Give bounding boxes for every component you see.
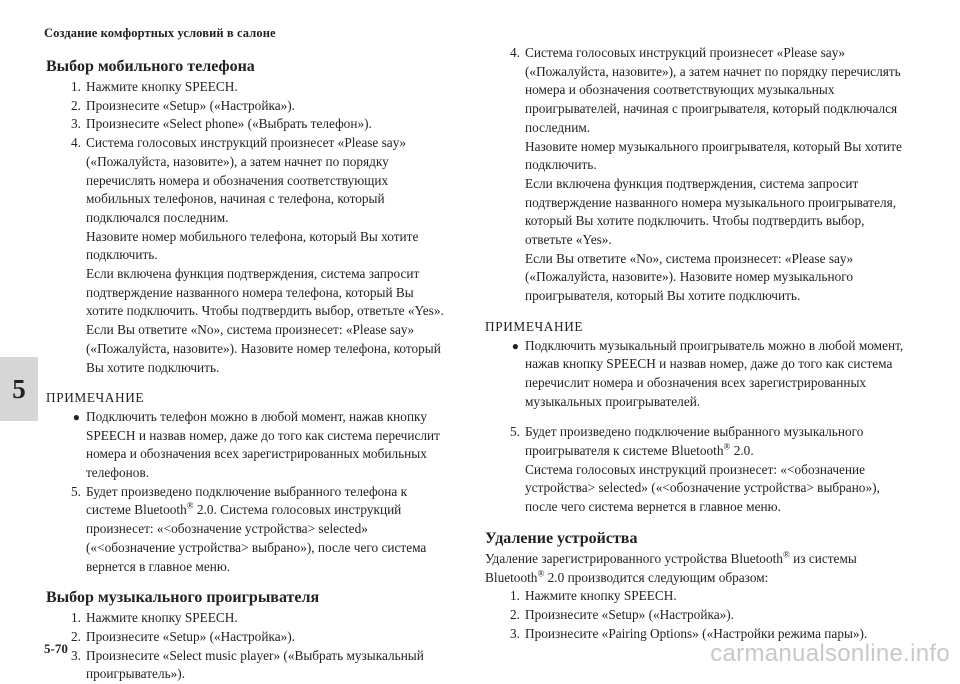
step-text: Произнесите «Pairing Options» («Настройки режима пары»).	[525, 625, 868, 641]
step-number: 1.	[510, 588, 520, 604]
bullet-icon: ●	[72, 409, 80, 424]
step-number: 3.	[71, 116, 81, 132]
step-text-extra: Если Вы ответите «No», система произнесет: «Please say» («Пожалуйста, назовите»). Назовите номер музыкального проигрывателя, который Вы хотите подключить.	[525, 250, 854, 304]
note-item	[46, 408, 452, 483]
note-text: Подключить телефон можно в любой момент, нажав кнопку SPEECH и назвав номер, даже до того как система перечислит номера и обозначения всех зарегистрированных мобильных телефонов.	[86, 408, 440, 481]
note-text: Подключить музыкальный проигрыватель можно в любой момент, нажав кнопку SPEECH и назвав номер, даже до того как система перечислит номера и обозначения всех зарегистрированных музыкальных проигрывателей.	[525, 337, 904, 409]
left-column	[46, 57, 452, 684]
step-text: Произнесите «Select music player» («Выбрать музыкальный проигрыватель»).	[86, 647, 424, 682]
step-number: 4.	[510, 45, 520, 60]
phone-step-2	[46, 97, 452, 116]
step-text: Произнесите «Setup» («Настройка»).	[86, 97, 296, 113]
page-header-title: Создание комфортных условий в салоне	[44, 26, 276, 40]
delete-step-2	[485, 606, 910, 625]
music-step-5	[485, 423, 910, 517]
step-text-extra: Система голосовых инструкций произнесет: «<обозначение устройства> selected» («<обозначение устройства> выбрано»), после чего система вернется в главное меню.	[525, 461, 880, 515]
watermark-text: carmanualsonline.info	[710, 640, 950, 667]
step-text: Система голосовых инструкций произнесет «Please say» («Пожалуйста, назовите»), а затем начнет по порядку перечислять номера и обозначения соответствующих мобильных телефонов, начиная с телефона, который подключался последним.	[86, 135, 407, 225]
step-body	[525, 44, 910, 306]
step-text: Нажмите кнопку SPEECH.	[525, 588, 677, 604]
step-text-part: Будет произведено подключение выбранного музыкального проигрывателя к системе Bluetooth	[525, 424, 864, 459]
delete-intro	[485, 550, 910, 587]
right-column	[485, 44, 910, 643]
delete-step-1	[485, 587, 910, 606]
registered-mark: ®	[186, 501, 194, 512]
step-number: 2.	[510, 606, 520, 622]
phone-step-5	[46, 483, 452, 577]
note-label: ПРИМЕЧАНИЕ	[485, 318, 584, 334]
registered-mark: ®	[782, 549, 790, 560]
step-text-extra: Если Вы ответите «No», система произнесет: «Please say» («Пожалуйста, назовите»). Назовите номер телефона, который Вы хотите подключить.	[86, 322, 441, 375]
step-number: 1.	[71, 79, 81, 94]
section-heading-delete: Удаление устройства	[485, 529, 638, 547]
step-text-part: Будет произведено подключение выбранного телефона к системе Bluetooth	[86, 483, 408, 518]
step-text-extra: Если включена функция подтверждения, система запросит подтверждение названного номера музыкального проигрывателя, который Вы хотите подключить. Чтобы подтвердить выбор, ответьте «Yes».	[525, 175, 897, 248]
step-number: 3.	[71, 647, 81, 663]
step-number: 5.	[510, 424, 520, 440]
step-number: 5.	[71, 483, 81, 499]
note-item	[485, 337, 910, 412]
step-text: Система голосовых инструкций произнесет «Please say» («Пожалуйста, назовите»), а затем начнет по порядку перечислять номера и обозначения соответствующих музыкальных проигрывателей, начиная с проигрывателя, который подключался последним.	[525, 45, 901, 135]
step-body	[525, 423, 910, 517]
registered-mark: ®	[537, 568, 545, 579]
phone-step-1	[46, 78, 452, 97]
step-number: 4.	[71, 135, 81, 151]
registered-mark: ®	[723, 441, 731, 452]
step-text-part: 2.0.	[730, 443, 754, 459]
step-text: Произнесите «Select phone» («Выбрать телефон»).	[86, 116, 372, 132]
step-text	[86, 483, 452, 577]
music-step-4	[485, 44, 910, 306]
step-number: 3.	[510, 625, 520, 641]
page-number: 5-70	[44, 641, 68, 656]
intro-text-part: Удаление зарегистрированного устройства Bluetooth	[485, 550, 783, 566]
note-label: ПРИМЕЧАНИЕ	[46, 390, 145, 406]
intro-text-part: из системы Bluetooth	[485, 550, 857, 585]
step-number: 2.	[71, 97, 81, 113]
music-step-3	[46, 647, 452, 684]
intro-text-part: 2.0 производится следующим образом:	[544, 569, 769, 585]
step-text	[525, 423, 910, 460]
section-heading-phone: Выбор мобильного телефона	[46, 58, 255, 75]
phone-step-3	[46, 115, 452, 134]
step-number: 1.	[71, 610, 81, 626]
music-step-1	[46, 609, 452, 628]
step-text: Нажмите кнопку SPEECH.	[86, 79, 238, 94]
step-text-extra: Назовите номер мобильного телефона, который Вы хотите подключить.	[86, 228, 419, 263]
bullet-icon: ●	[511, 338, 519, 353]
step-text-extra: Если включена функция подтверждения, система запросит подтверждение названного номера телефона, который Вы хотите подключить. Чтобы подтвердить выбор, ответьте «Yes».	[86, 266, 444, 319]
step-body	[86, 134, 452, 377]
chapter-tab: 5	[0, 357, 38, 421]
step-text: Нажмите кнопку SPEECH.	[86, 610, 238, 626]
step-text: Произнесите «Setup» («Настройка»).	[525, 606, 735, 622]
step-text-extra: Назовите номер музыкального проигрывателя, который Вы хотите подключить.	[525, 138, 902, 173]
step-text-part: 2.0. Система голосовых инструкций произнесет: «<обозначение устройства> selected» («<обозначение устройства> выбрано»), после чего система вернется в главное меню.	[86, 502, 427, 574]
section-heading-music: Выбор музыкального проигрывателя	[46, 589, 320, 607]
step-number: 2.	[71, 628, 81, 644]
phone-step-4	[46, 134, 452, 377]
music-step-2	[46, 628, 452, 647]
step-text: Произнесите «Setup» («Настройка»).	[86, 628, 296, 644]
